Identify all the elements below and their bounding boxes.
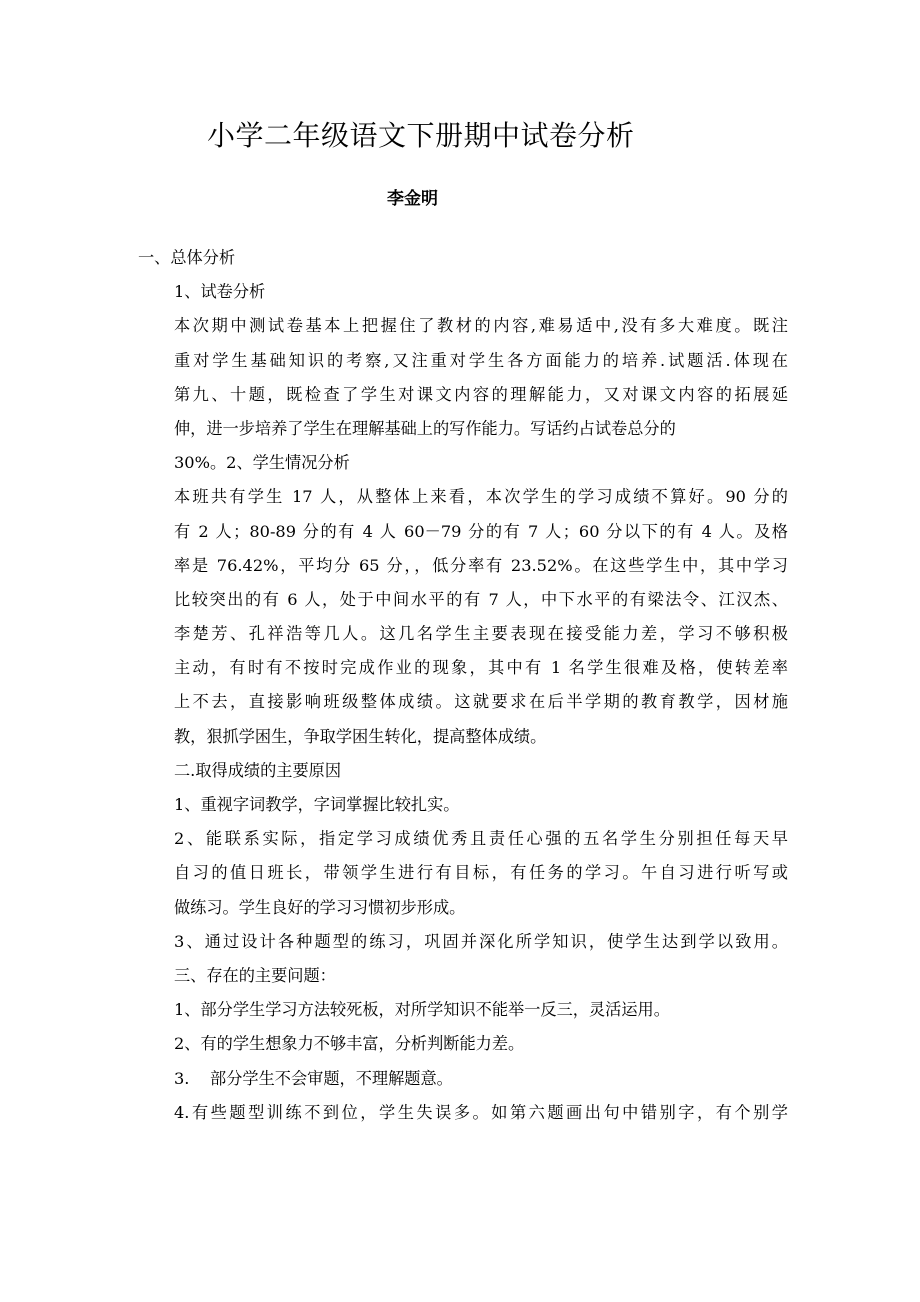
list-item: 1、重视字词教学，字词掌握比较扎实。 (174, 795, 460, 814)
section-heading-reasons: 二.取得成绩的主要原因 (174, 760, 342, 780)
paragraph-line: 主动，有时有不按时完成作业的现象，其中有 1 名学生很难及格，使转差率 (174, 658, 788, 678)
list-item: 3、通过设计各种题型的练习，巩固并深化所学知识，使学生达到学以致用。 (174, 931, 788, 951)
list-item: 2、有的学生想象力不够丰富，分析判断能力差。 (174, 1034, 525, 1054)
list-item: 3. 部分学生不会审题，不理解题意。 (174, 1068, 453, 1088)
paragraph-line: 重对学生基础知识的考察,又注重对学生各方面能力的培养.试题活.体现在 (174, 350, 788, 370)
document-body (138, 241, 788, 1130)
paragraph-line: 本班共有学生 17 人，从整体上来看，本次学生的学习成绩不算好。90 分的 (174, 487, 788, 507)
document-author: 李金明 (387, 189, 438, 209)
subheading-paper-analysis: 1、试卷分析 (174, 282, 266, 302)
paragraph-line: 伸，进一步培养了学生在理解基础上的写作能力。写话约占试卷总分的 (174, 418, 676, 438)
paragraph-line: 有 2 人；80-89 分的有 4 人 60－79 分的有 7 人；60 分以下的有 4 人。及格 (174, 521, 788, 541)
paragraph-line: 第九、十题，既检查了学生对课文内容的理解能力，又对课文内容的拓展延 (174, 384, 788, 404)
section-heading-overall-analysis: 一、总体分析 (138, 248, 236, 267)
paragraph-line: 率是 76.42%，平均分 65 分，，低分率有 23.52%。在这些学生中，其中学习 (174, 555, 788, 575)
paragraph-line: 上不去，直接影响班级整体成绩。这就要求在后半学期的教育教学，因材施 (174, 692, 788, 712)
section-heading-problems: 三、存在的主要问题： (174, 965, 336, 985)
list-item: 2、能联系实际，指定学习成绩优秀且责任心强的五名学生分别担任每天早 (174, 829, 788, 849)
paragraph-line: 做练习。学生良好的学习习惯初步形成。 (174, 897, 466, 917)
document-title: 小学二年级语文下册期中试卷分析 (207, 119, 635, 152)
paragraph-line: 教，狠抓学困生，争取学困生转化，提高整体成绩。 (174, 726, 547, 746)
list-item: 1、部分学生学习方法较死板，对所学知识不能举一反三，灵活运用。 (174, 1000, 670, 1020)
paragraph-line: 自习的值日班长，带领学生进行有目标，有任务的学习。午自习进行听写或 (174, 863, 788, 883)
subheading-student-analysis: 30%。2、学生情况分析 (174, 453, 350, 473)
paragraph-line: 比较突出的有 6 人，处于中间水平的有 7 人，中下水平的有梁法令、江汉杰、 (174, 589, 788, 609)
paragraph-line: 本次期中测试卷基本上把握住了教材的内容,难易适中,没有多大难度。既注 (174, 316, 788, 336)
list-item: 4.有些题型训练不到位，学生失误多。如第六题画出句中错别字，有个别学 (174, 1102, 788, 1122)
paragraph-line: 李楚芳、孔祥浩等几人。这几名学生主要表现在接受能力差，学习不够积极 (174, 624, 788, 644)
